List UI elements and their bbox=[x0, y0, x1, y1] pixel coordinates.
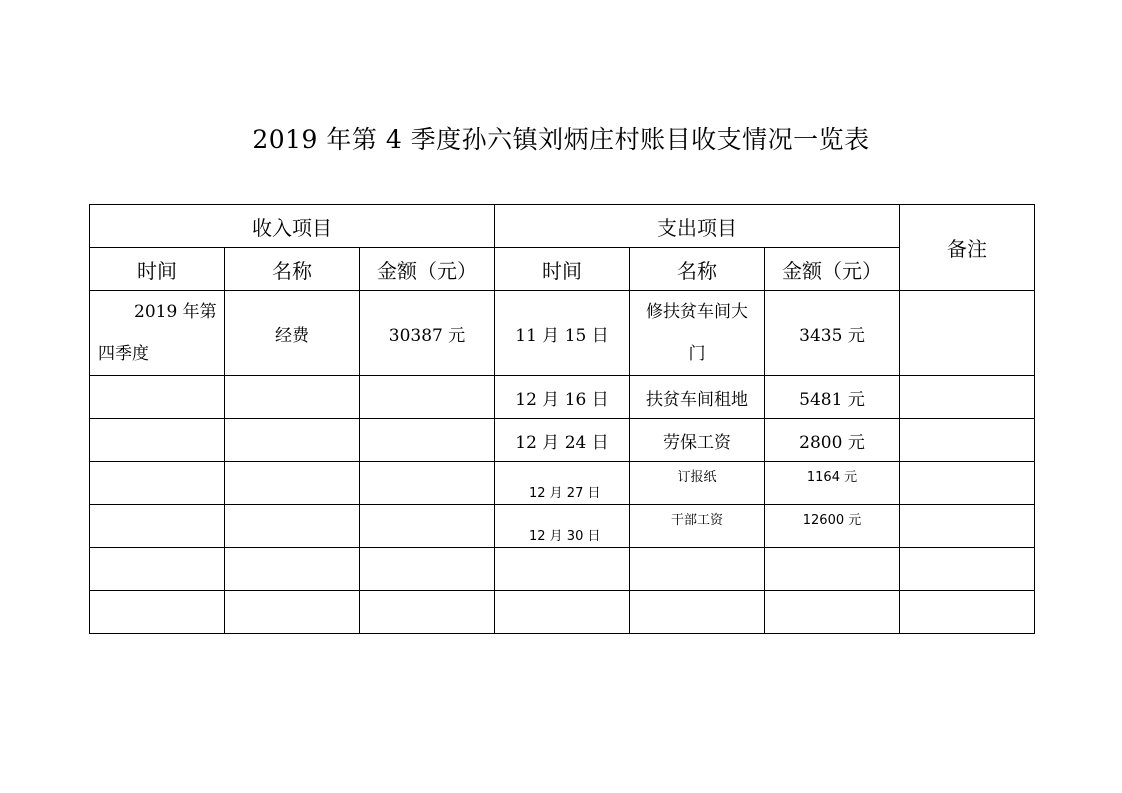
expense-group-header: 支出项目 bbox=[495, 205, 900, 248]
income-name-cell bbox=[225, 591, 360, 634]
income-time-cell bbox=[90, 419, 225, 462]
expense-amount-cell: 12600 元 bbox=[765, 505, 900, 548]
expense-time-cell bbox=[495, 548, 630, 591]
income-time-cell bbox=[90, 591, 225, 634]
income-time-line2: 四季度 bbox=[98, 344, 149, 364]
expense-amount-cell bbox=[765, 548, 900, 591]
income-name-cell bbox=[225, 548, 360, 591]
income-time-line1: 2019 年第 bbox=[134, 302, 217, 322]
income-amount-header: 金额（元） bbox=[360, 248, 495, 291]
expense-time-cell: 12 月 30 日 bbox=[495, 505, 630, 548]
expense-time-cell: 12 月 27 日 bbox=[495, 462, 630, 505]
expense-name-cell: 扶贫车间租地 bbox=[630, 376, 765, 419]
income-name-cell bbox=[225, 505, 360, 548]
income-name-cell: 经费 bbox=[225, 291, 360, 376]
table-row bbox=[90, 505, 1035, 548]
remarks-cell bbox=[900, 376, 1035, 419]
income-time-cell bbox=[90, 376, 225, 419]
expense-time-cell: 12 月 24 日 bbox=[495, 419, 630, 462]
income-name-cell bbox=[225, 462, 360, 505]
expense-name-cell: 订报纸 bbox=[630, 462, 765, 505]
table-row bbox=[90, 548, 1035, 591]
expense-time-cell: 11 月 15 日 bbox=[495, 291, 630, 376]
expense-amount-cell: 2800 元 bbox=[765, 419, 900, 462]
income-amount-cell bbox=[360, 548, 495, 591]
remarks-cell bbox=[900, 548, 1035, 591]
income-time-cell bbox=[90, 548, 225, 591]
income-amount-cell bbox=[360, 376, 495, 419]
table-row bbox=[90, 419, 1035, 462]
expense-amount-header: 金额（元） bbox=[765, 248, 900, 291]
income-amount-cell bbox=[360, 462, 495, 505]
column-header-row bbox=[90, 248, 1035, 291]
income-amount-cell: 30387 元 bbox=[360, 291, 495, 376]
income-time-cell bbox=[90, 462, 225, 505]
expense-time-cell bbox=[495, 591, 630, 634]
expense-name-cell bbox=[630, 291, 765, 376]
group-header-row bbox=[90, 205, 1035, 248]
remarks-header: 备注 bbox=[900, 205, 1035, 291]
expense-name-cell: 干部工资 bbox=[630, 505, 765, 548]
expense-amount-cell: 3435 元 bbox=[765, 291, 900, 376]
expense-time-header: 时间 bbox=[495, 248, 630, 291]
table-row bbox=[90, 462, 1035, 505]
remarks-cell bbox=[900, 462, 1035, 505]
income-amount-cell bbox=[360, 591, 495, 634]
expense-name-line2: 门 bbox=[688, 344, 706, 364]
expense-time-cell: 12 月 16 日 bbox=[495, 376, 630, 419]
expense-name-cell bbox=[630, 591, 765, 634]
remarks-cell bbox=[900, 591, 1035, 634]
page-title: 2019 年第 4 季度孙六镇刘炳庄村账目收支情况一览表 bbox=[252, 125, 870, 154]
expense-name-line1: 修扶贫车间大 bbox=[646, 302, 748, 322]
income-amount-cell bbox=[360, 419, 495, 462]
table-row bbox=[90, 591, 1035, 634]
expense-amount-cell: 1164 元 bbox=[765, 462, 900, 505]
income-name-cell bbox=[225, 376, 360, 419]
expense-amount-cell: 5481 元 bbox=[765, 376, 900, 419]
income-group-header: 收入项目 bbox=[90, 205, 495, 248]
table-row bbox=[90, 376, 1035, 419]
expense-amount-cell bbox=[765, 591, 900, 634]
table-row bbox=[90, 291, 1035, 376]
remarks-cell bbox=[900, 505, 1035, 548]
income-time-header: 时间 bbox=[90, 248, 225, 291]
expense-name-cell: 劳保工资 bbox=[630, 419, 765, 462]
expense-name-header: 名称 bbox=[630, 248, 765, 291]
expense-name-cell bbox=[630, 548, 765, 591]
income-time-cell bbox=[90, 505, 225, 548]
remarks-cell bbox=[900, 291, 1035, 376]
income-name-header: 名称 bbox=[225, 248, 360, 291]
income-time-cell bbox=[90, 291, 225, 376]
income-name-cell bbox=[225, 419, 360, 462]
ledger-table bbox=[89, 204, 1035, 634]
income-amount-cell bbox=[360, 505, 495, 548]
remarks-cell bbox=[900, 419, 1035, 462]
